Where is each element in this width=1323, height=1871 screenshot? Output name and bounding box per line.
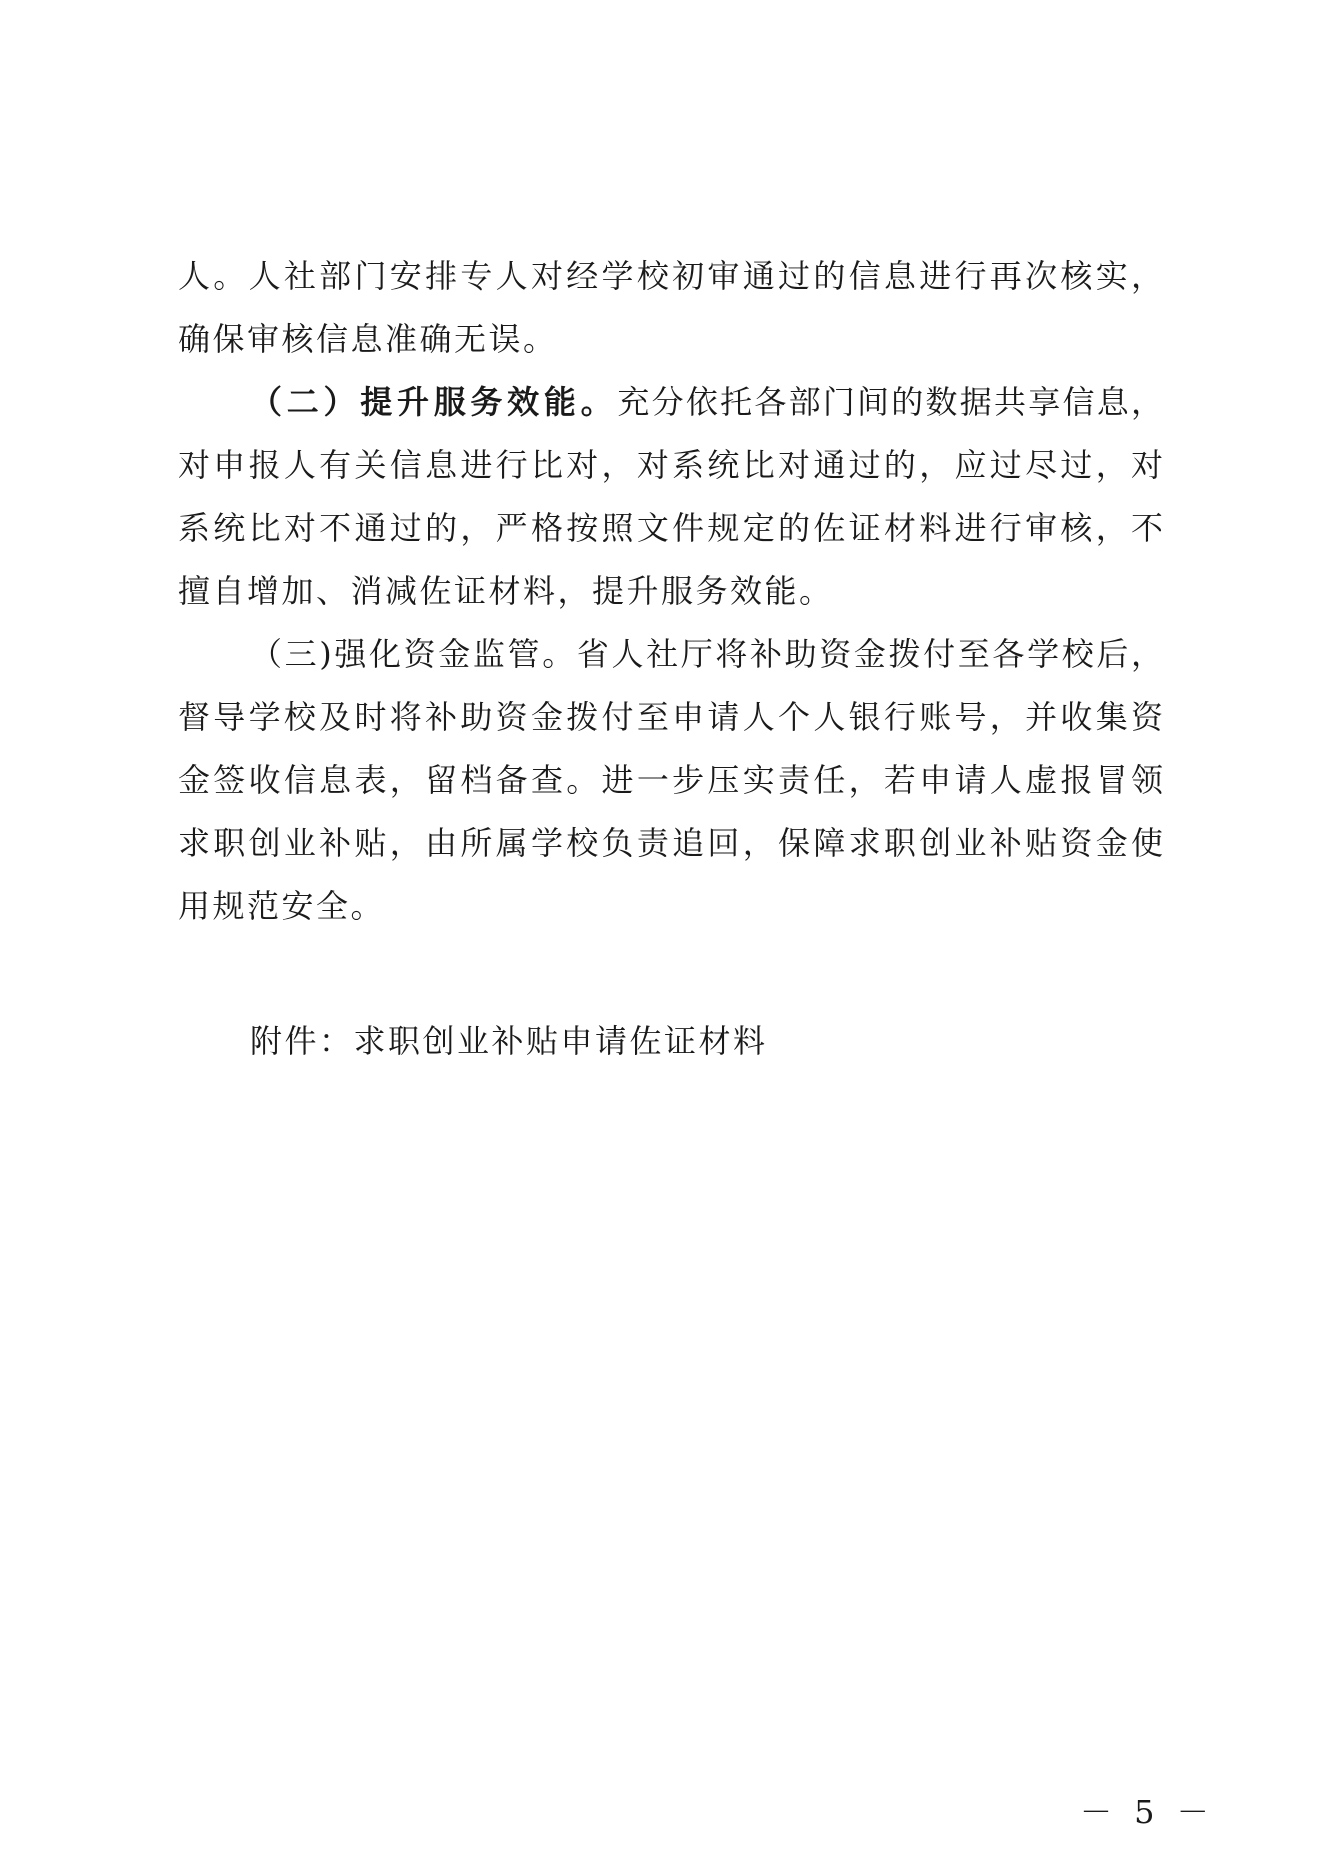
document-body (178, 245, 1163, 938)
page-number: － 5 － (1080, 1793, 1215, 1831)
paragraph-3-line-2: 督导学校及时将补助资金拨付至申请人个人银行账号，并收集资 (178, 698, 1163, 736)
paragraph-2-line-4: 擅自增加、消减佐证材料，提升服务效能。 (178, 572, 834, 610)
paragraph-2-line-2: 对申报人有关信息进行比对，对系统比对通过的，应过尽过，对 (178, 446, 1163, 484)
section-heading-three: （三)强化资金监管。 (250, 635, 577, 673)
paragraph-1-line-1: 人。人社部门安排专人对经学校初审通过的信息进行再次核实， (178, 257, 1163, 295)
paragraph-3-line-1 (178, 623, 1163, 686)
section-heading-two: （二）提升服务效能。 (250, 383, 618, 421)
paragraph-2-line-1 (178, 371, 1163, 434)
paragraph-2-line-3: 系统比对不通过的，严格按照文件规定的佐证材料进行审核，不 (178, 509, 1163, 547)
paragraph-3-line-3: 金签收信息表，留档备查。进一步压实责任，若申请人虚报冒领 (178, 761, 1163, 799)
attachment-line: 附件：求职创业补贴申请佐证材料 (250, 1022, 768, 1060)
paragraph-2-line-1-text: 充分依托各部门间的数据共享信息， (617, 383, 1163, 421)
paragraph-1-line-2: 确保审核信息准确无误。 (178, 320, 558, 358)
paragraph-3-line-1-text: 省人社厅将补助资金拨付至各学校后， (576, 635, 1163, 673)
paragraph-3-line-5: 用规范安全。 (178, 887, 386, 925)
paragraph-3-line-4: 求职创业补贴，由所属学校负责追回，保障求职创业补贴资金使 (178, 824, 1163, 862)
